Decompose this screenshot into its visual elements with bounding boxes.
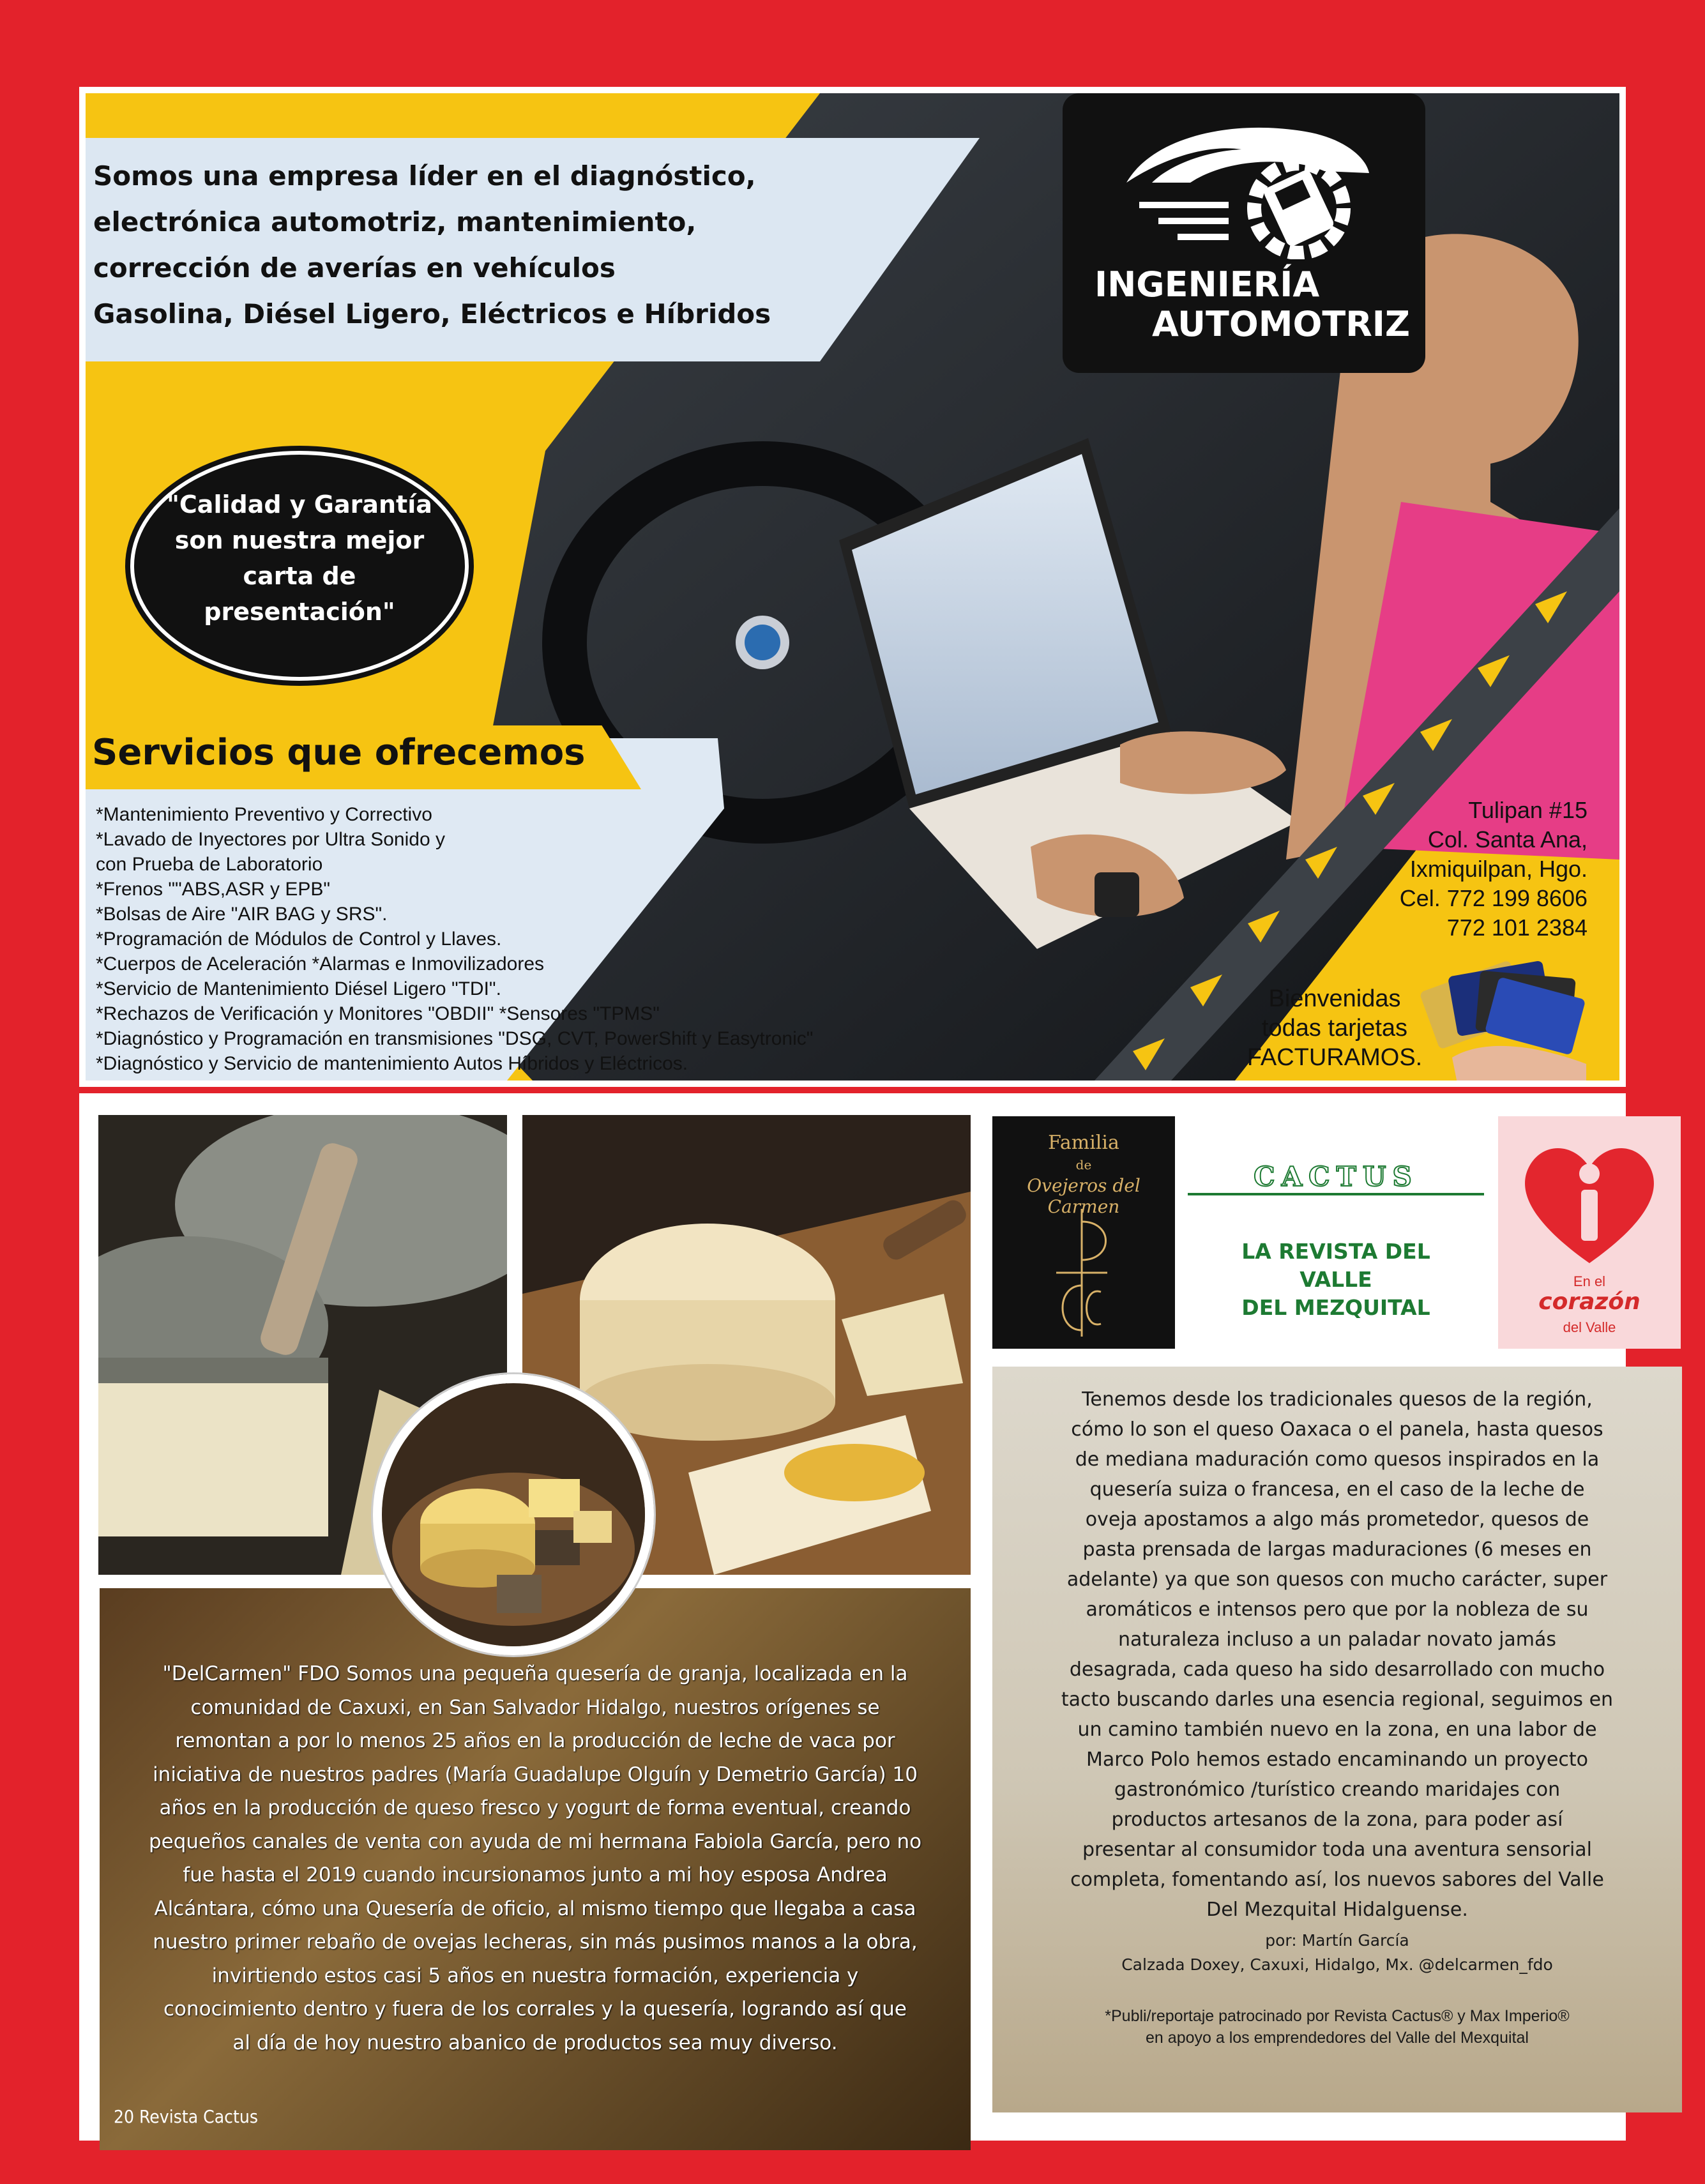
service-item: *Cuerpos de Aceleración *Alarmas e Inmovilizadores xyxy=(96,953,545,974)
service-item: *Bolsas de Aire "AIR BAG y SRS". xyxy=(96,904,388,925)
ingenieria-automotriz-logo xyxy=(1063,93,1425,373)
service-item: *Diagnóstico y Programación en transmisiones "DSG, CVT, PowerShift y Easytronic" xyxy=(96,1028,814,1049)
sponsor-note xyxy=(992,2005,1682,2049)
story-line: Alcántara, cómo una Quesería de oficio, al mismo tiempo que llegaba a casa xyxy=(154,1897,916,1920)
farm-story-text xyxy=(115,1657,955,2059)
article-line: un camino también nuevo en la zona, en una labor de xyxy=(1077,1718,1597,1741)
service-item: *Frenos ""ABS,ASR y EPB" xyxy=(96,879,331,900)
heart-info-icon xyxy=(1510,1129,1669,1270)
cactus-tagline-line: LA REVISTA DEL xyxy=(1241,1239,1430,1264)
story-line: remontan a por lo menos 25 años en la producción de leche de vaca por xyxy=(175,1729,895,1752)
service-item: *Diagnóstico y Servicio de mantenimiento Autos Híbridos y Eléctricos. xyxy=(96,1053,688,1074)
quality-quote-badge xyxy=(130,451,469,681)
service-item: *Servicio de Mantenimiento Diésel Ligero "TDI". xyxy=(96,978,501,999)
byline-author: por: Martín García xyxy=(1265,1931,1409,1950)
logo-title-line1: INGENIERÍA xyxy=(1095,264,1320,305)
logo-title-line2: AUTOMOTRIZ xyxy=(1152,304,1411,344)
cactus-tagline-line: VALLE xyxy=(1300,1267,1372,1292)
service-item: *Mantenimiento Preventivo y Correctivo xyxy=(96,804,432,825)
address-line: Col. Santa Ana, xyxy=(1427,826,1588,853)
service-item: *Programación de Módulos de Control y Llaves. xyxy=(96,929,502,950)
article-line: Marco Polo hemos estado encaminando un proyecto xyxy=(1086,1748,1589,1771)
service-item: *Lavado de Inyectores por Ultra Sonido y xyxy=(96,829,445,850)
headline-line: electrónica automotriz, mantenimiento, xyxy=(93,206,697,238)
article-line: oveja apostamos a algo más prometedor, quesos de xyxy=(1085,1508,1589,1531)
familia-ovejeros-logo xyxy=(992,1116,1175,1349)
article-line: completa, fomentando así, los nuevos sabores del Valle xyxy=(1070,1869,1604,1891)
contact-address xyxy=(1255,796,1588,943)
story-line: al día de hoy nuestro abanico de productos sea muy diverso. xyxy=(232,2031,838,2054)
quote-text xyxy=(134,487,465,630)
service-item: *Rechazos de Verificación y Monitores "OBDII" *Sensores "TPMS" xyxy=(96,1003,660,1024)
cactus-underline xyxy=(1188,1193,1484,1195)
article-line: desagrada, cada queso ha sido desarrollado con mucho xyxy=(1069,1658,1605,1681)
farm-story-box xyxy=(100,1588,971,2150)
article-line: quesería suiza o francesa, en el caso de la leche de xyxy=(1089,1478,1585,1501)
article-line: presentar al consumidor toda una aventura sensorial xyxy=(1082,1839,1593,1861)
article-line: Del Mezquital Hidalguense. xyxy=(1206,1899,1468,1921)
cheese-feature-panel xyxy=(79,1093,1641,2141)
cheese-article-text xyxy=(999,1384,1676,1925)
welcome-line: FACTURAMOS. xyxy=(1247,1044,1423,1071)
welcome-line: Bienvenidas xyxy=(1268,985,1401,1012)
article-line: naturaleza incluso a un paladar novato jamás xyxy=(1118,1628,1557,1651)
quote-line: presentación" xyxy=(204,598,395,626)
story-line: comunidad de Caxuxi, en San Salvador Hidalgo, nuestros orígenes se xyxy=(190,1695,880,1719)
welcome-note xyxy=(1213,984,1456,1072)
familia-logo-connector: de xyxy=(1075,1157,1092,1172)
article-byline xyxy=(992,1929,1682,1977)
corazon-logo-line3: del Valle xyxy=(1563,1319,1616,1335)
article-line: aromáticos e intensos pero que por la nobleza de su xyxy=(1086,1598,1589,1621)
article-line: productos artesanos de la zona, para poder así xyxy=(1111,1809,1563,1831)
story-line: iniciativa de nuestros padres (María Guadalupe Olguín y Demetrio García) 10 xyxy=(153,1763,918,1786)
article-line: pasta prensada de largas maduraciones (6 meses en xyxy=(1082,1538,1592,1561)
article-line: adelante) ya que son quesos con mucho carácter, super xyxy=(1066,1568,1608,1591)
story-line: años en la producción de queso fresco y yogurt de forma eventual, creando xyxy=(159,1796,911,1819)
article-line: Tenemos desde los tradicionales quesos de la región, xyxy=(1082,1388,1593,1411)
phone-line: 772 101 2384 xyxy=(1446,914,1588,941)
article-line: de mediana maduración como quesos inspirados en la xyxy=(1075,1448,1600,1471)
story-line: conocimiento dentro y fuera de los corrales y la quesería, logrando así que xyxy=(163,1998,907,2021)
auto-ad-inner xyxy=(86,93,1619,1081)
quote-line: "Calidad y Garantía xyxy=(167,490,432,519)
cheese-platter-circle-photo xyxy=(373,1374,654,1655)
article-line: tacto buscando darles una esencia regional, seguimos en xyxy=(1061,1688,1614,1711)
corazon-logo-line2: corazón xyxy=(1538,1289,1641,1315)
byline-address: Calzada Doxey, Caxuxi, Hidalgo, Mx. @delcarmen_fdo xyxy=(1121,1955,1553,1974)
familia-logo-title: Familia xyxy=(1048,1132,1119,1154)
story-line: nuestro primer rebaño de ovejas lecheras, sin más pusimos manos a la obra, xyxy=(153,1930,918,1953)
service-item: con Prueba de Laboratorio xyxy=(96,854,323,875)
car-gear-icon xyxy=(1114,112,1375,259)
revista-cactus-logo xyxy=(1183,1116,1489,1349)
sponsor-line: *Publi/reportaje patrocinado por Revista Cactus® y Max Imperio® xyxy=(1105,2007,1570,2025)
cactus-wordmark: CACTUS xyxy=(1254,1161,1418,1192)
address-line: Ixmiquilpan, Hgo. xyxy=(1409,856,1588,882)
phone-line: Cel. 772 199 8606 xyxy=(1399,885,1588,911)
welcome-line: todas tarjetas xyxy=(1261,1015,1408,1042)
corazon-logo-line1: En el xyxy=(1573,1273,1606,1289)
ad-headline xyxy=(88,138,918,419)
auto-ad-panel xyxy=(79,87,1626,1087)
cactus-tagline xyxy=(1183,1238,1489,1322)
services-list xyxy=(96,802,813,1076)
story-line: "DelCarmen" FDO Somos una pequeña quesería de granja, localizada en la xyxy=(162,1662,908,1685)
quote-line: son nuestra mejor xyxy=(174,526,425,554)
page-footer: 20 Revista Cactus xyxy=(114,2106,258,2127)
quote-line: carta de xyxy=(243,562,356,590)
corazon-del-valle-logo xyxy=(1498,1116,1681,1349)
article-line: gastronómico /turístico creando maridajes con xyxy=(1114,1778,1561,1801)
monogram-icon xyxy=(1031,1202,1133,1343)
services-title: Servicios que ofrecemos xyxy=(92,732,586,773)
story-line: invirtiendo estos casi 5 años en nuestra formación, experiencia y xyxy=(211,1964,859,1987)
article-line: cómo lo son el queso Oaxaca o el panela, hasta quesos xyxy=(1071,1418,1603,1441)
story-line: fue hasta el 2019 cuando incursionamos junto a mi hoy esposa Andrea xyxy=(183,1863,888,1886)
sponsor-line: en apoyo a los emprendedores del Valle del Mexquital xyxy=(1146,2029,1529,2047)
cheese-article-box xyxy=(992,1367,1682,2112)
cactus-tagline-line: DEL MEZQUITAL xyxy=(1241,1295,1430,1320)
headline-line: corrección de averías en vehículos xyxy=(93,252,616,284)
familia-logo-name: Ovejeros del Carmen xyxy=(1027,1175,1140,1217)
headline-line: Gasolina, Diésel Ligero, Eléctricos e Híbridos xyxy=(93,298,771,330)
headline-line: Somos una empresa líder en el diagnóstico, xyxy=(93,160,756,192)
story-line: pequeños canales de venta con ayuda de mi hermana Fabiola García, pero no xyxy=(148,1830,922,1853)
address-line: Tulipan #15 xyxy=(1468,797,1588,823)
